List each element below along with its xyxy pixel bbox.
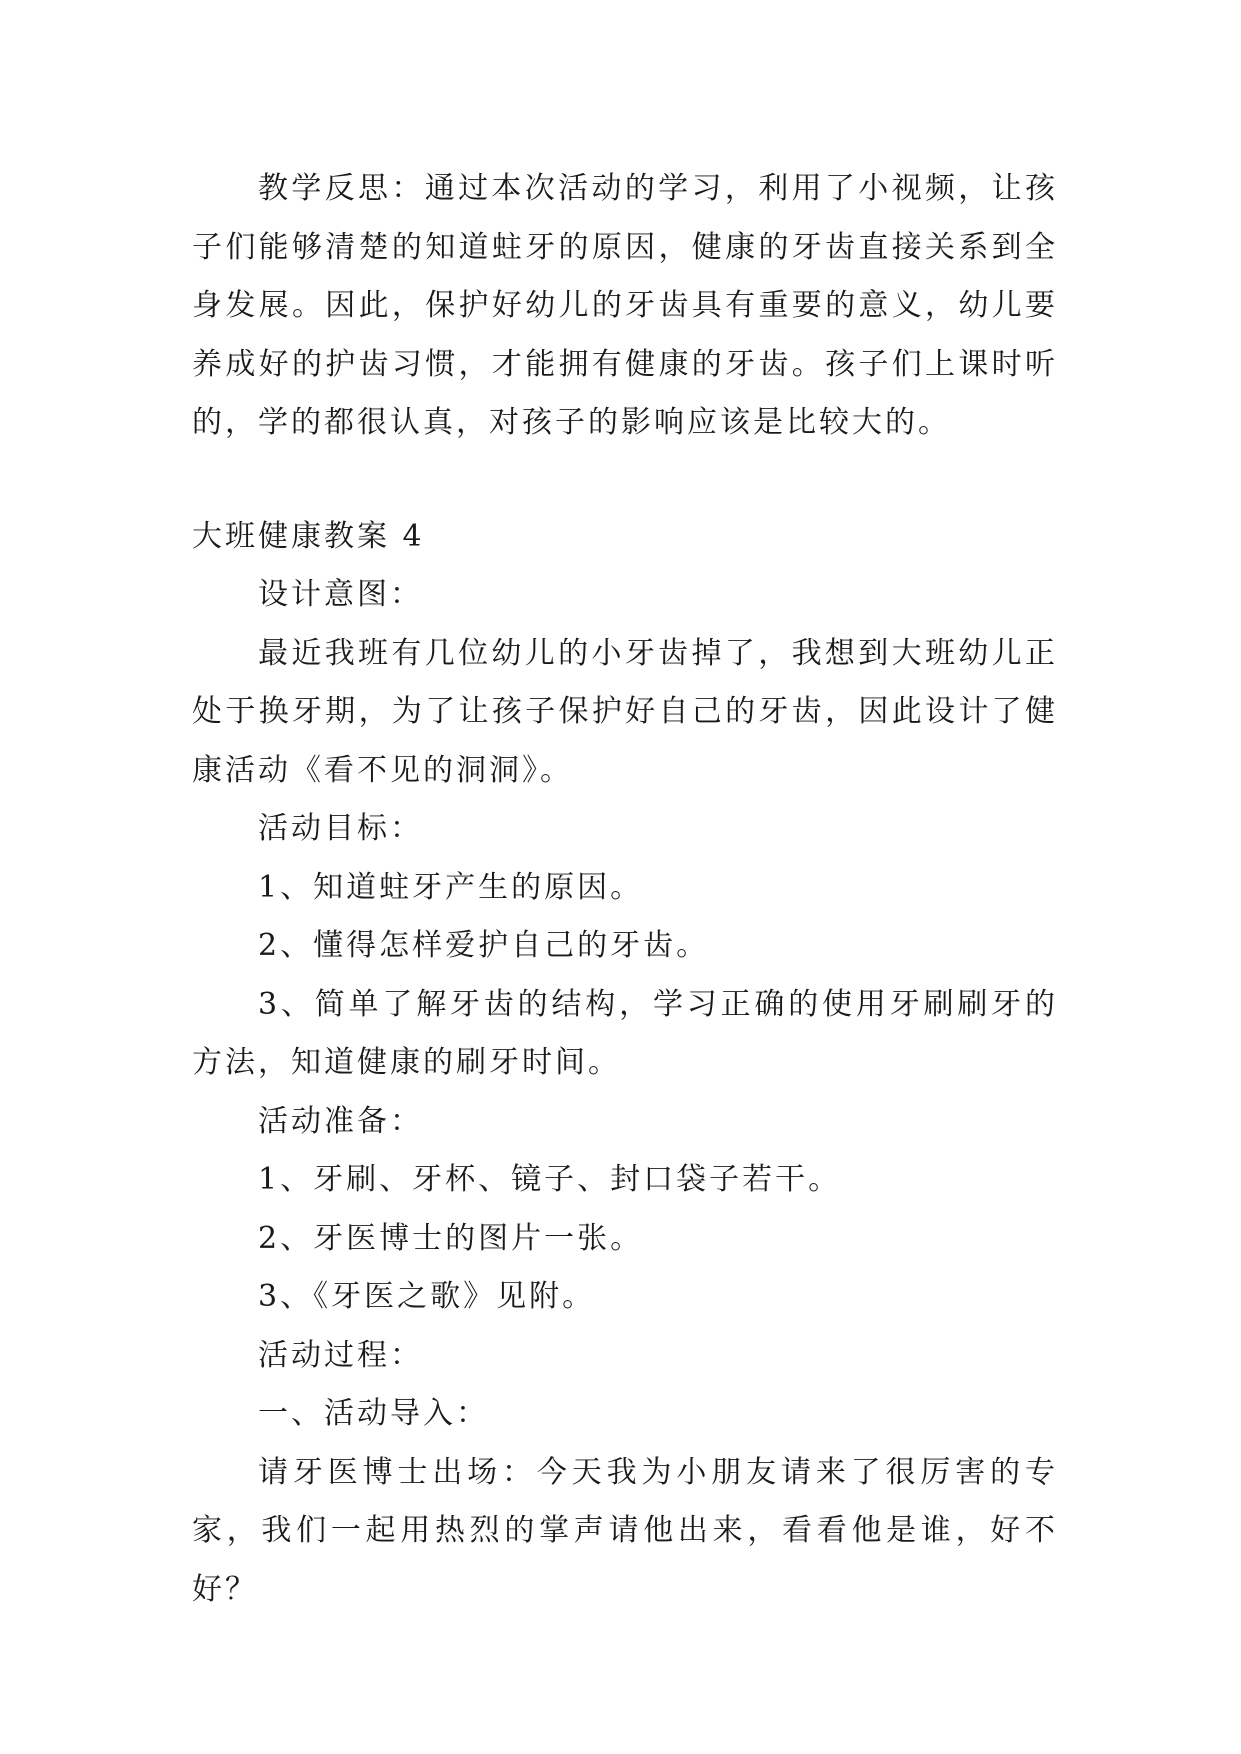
section-spacer	[192, 453, 1058, 508]
paragraph-goal-2: 2、懂得怎样爱护自己的牙齿。	[258, 928, 710, 963]
paragraph-preparation-heading: 活动准备：	[258, 1103, 423, 1139]
paragraph-preparation-2: 2、牙医博士的图片一张。	[258, 1220, 644, 1256]
paragraph-preparation-1: 1、牙刷、牙杯、镜子、封口袋子若干。	[258, 1162, 842, 1197]
paragraph-goal-1: 1、知道蛀牙产生的原因。	[258, 869, 644, 905]
paragraph-design-intent: 最近我班有几位幼儿的小牙齿掉了，我想到大班幼儿正处于换牙期，为了让孩子保护好自己的牙齿，因此设计了健康活动《看不见的洞洞》。	[192, 635, 1058, 788]
paragraph-design-intent-heading: 设计意图：	[258, 577, 423, 612]
paragraph-intro: 请牙医博士出场：今天我为小朋友请来了很厉害的专家，我们一起用热烈的掌声请他出来，看看他是谁，好不好？	[192, 1454, 1058, 1607]
paragraph-goal-3: 3、简单了解牙齿的结构，学习正确的使用牙刷刷牙的方法，知道健康的刷牙时间。	[192, 986, 1058, 1080]
paragraph-process-heading: 活动过程：	[258, 1337, 423, 1373]
paragraph-process-step-1: 一、活动导入：	[258, 1396, 489, 1431]
document-body	[192, 160, 1058, 1619]
reflection-paragraph: 教学反思：通过本次活动的学习，利用了小视频，让孩子们能够清楚的知道蛀牙的原因，健康的牙齿直接关系到全身发展。因此，保护好幼儿的牙齿具有重要的意义，幼儿要养成好的护齿习惯，才能拥有健康的牙齿。孩子们上课时听的，学的都很认真，对孩子的影响应该是比较大的。	[192, 171, 1058, 440]
section-title: 大班健康教案 4	[192, 518, 425, 554]
paragraph-preparation-3: 3、《牙医之歌》见附。	[258, 1279, 596, 1314]
paragraph-goals-heading: 活动目标：	[258, 811, 423, 846]
